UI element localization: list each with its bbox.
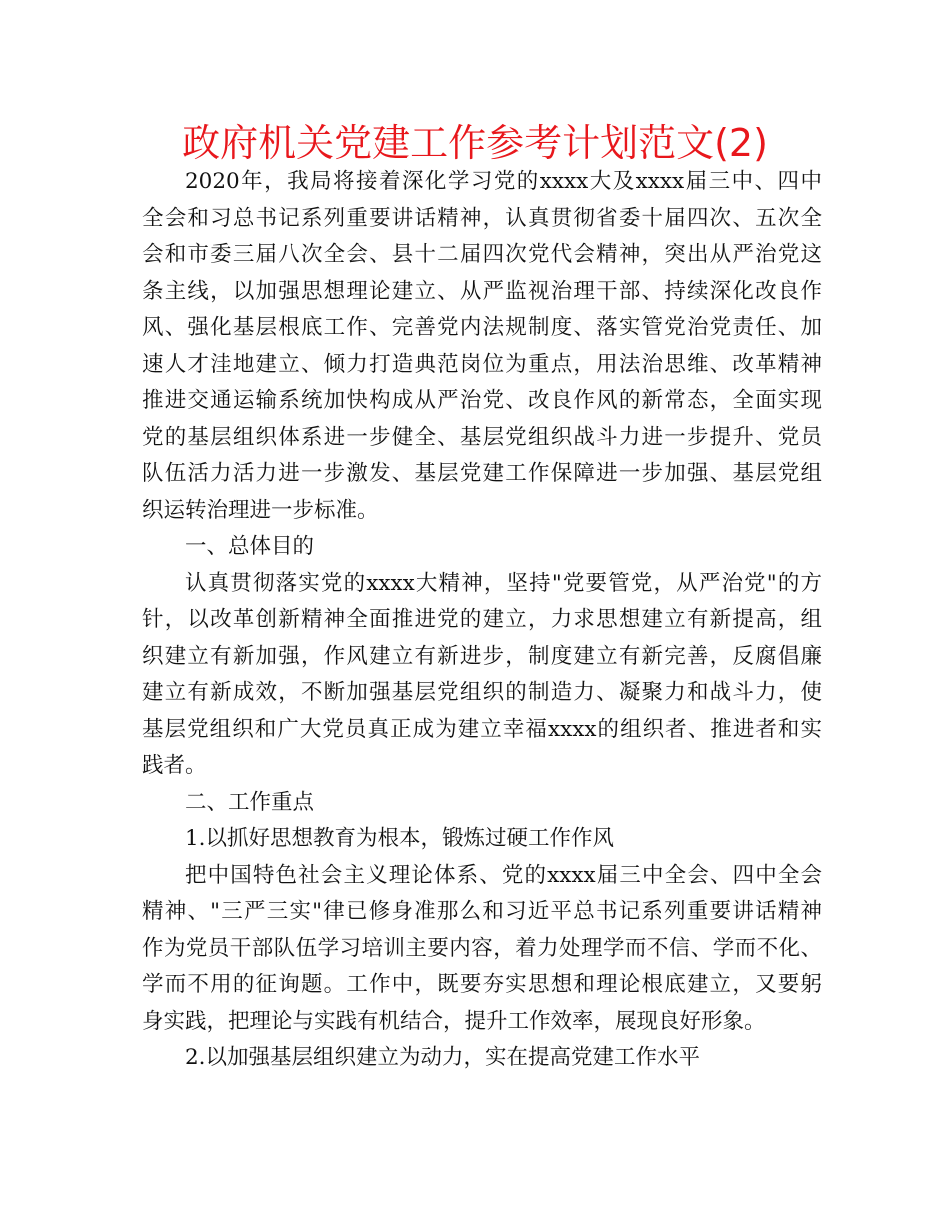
text-line: 推进交通运输系统加快构成从严治党、改良作风的新常态，全面实现 (142, 388, 822, 413)
text-line: 全会和习总书记系列重要讲话精神，认真贯彻省委十届四次、五次全 (142, 205, 822, 231)
text-line: 速人才洼地建立、倾力打造典范岗位为重点，用法治思维、改革精神 (142, 351, 822, 377)
text-line: 践者。 (142, 753, 207, 778)
text-line: 风、强化基层根底工作、完善党内法规制度、落实管党治党责任、加 (142, 315, 822, 340)
text-line: 二、工作重点 (185, 789, 315, 815)
text-line: 身实践，把理论与实践有机结合，提升工作效率，展现良好形象。 (142, 1008, 766, 1034)
text-line: 把中国特色社会主义理论体系、党的xxxx届三中全会、四中全会 (185, 862, 822, 888)
text-line: 建立有新成效，不断加强基层党组织的制造力、凝聚力和战斗力，使 (142, 680, 822, 705)
text-line: 一、总体目的 (185, 534, 315, 559)
text-line: 学而不用的征询题。工作中，既要夯实思想和理论根底建立，又要躬 (142, 972, 822, 997)
text-line: 认真贯彻落实党的xxxx大精神，坚持"党要管党，从严治党"的方 (185, 570, 822, 596)
text-line: 精神、"三严三实"律已修身准那么和习近平总书记系列重要讲话精神 (142, 899, 822, 924)
document-title: 政府机关党建工作参考计划范文(2) (182, 121, 768, 165)
text-line: 2020年，我局将接着深化学习党的xxxx大及xxxx届三中、四中 (185, 169, 822, 194)
text-line: 基层党组织和广大党员真正成为建立幸福xxxx的组织者、推进者和实 (142, 716, 822, 742)
text-line: 作为党员干部队伍学习培训主要内容，着力处理学而不信、学而不化、 (142, 935, 822, 961)
text-line: 织运转治理进一步标准。 (142, 497, 379, 523)
text-line: 织建立有新加强，作风建立有新进步，制度建立有新完善，反腐倡廉 (142, 643, 822, 669)
text-line: 针，以改革创新精神全面推进党的建立，力求思想建立有新提高，组 (142, 607, 822, 632)
text-line: 党的基层组织体系进一步健全、基层党组织战斗力进一步提升、党员 (142, 424, 822, 450)
text-line: 2.以加强基层组织建立为动力，实在提高党建工作水平 (185, 1045, 701, 1070)
text-line: 条主线，以加强思想理论建立、从严监视治理干部、持续深化改良作 (142, 278, 822, 304)
text-line: 队伍活力活力进一步激发、基层党建工作保障进一步加强、基层党组 (142, 461, 822, 486)
document-body (142, 164, 822, 1077)
text-line: 会和市委三届八次全会、县十二届四次党代会精神，突出从严治党这 (142, 242, 822, 267)
text-line: 1.以抓好思想教育为根本，锻炼过硬工作作风 (185, 826, 615, 851)
